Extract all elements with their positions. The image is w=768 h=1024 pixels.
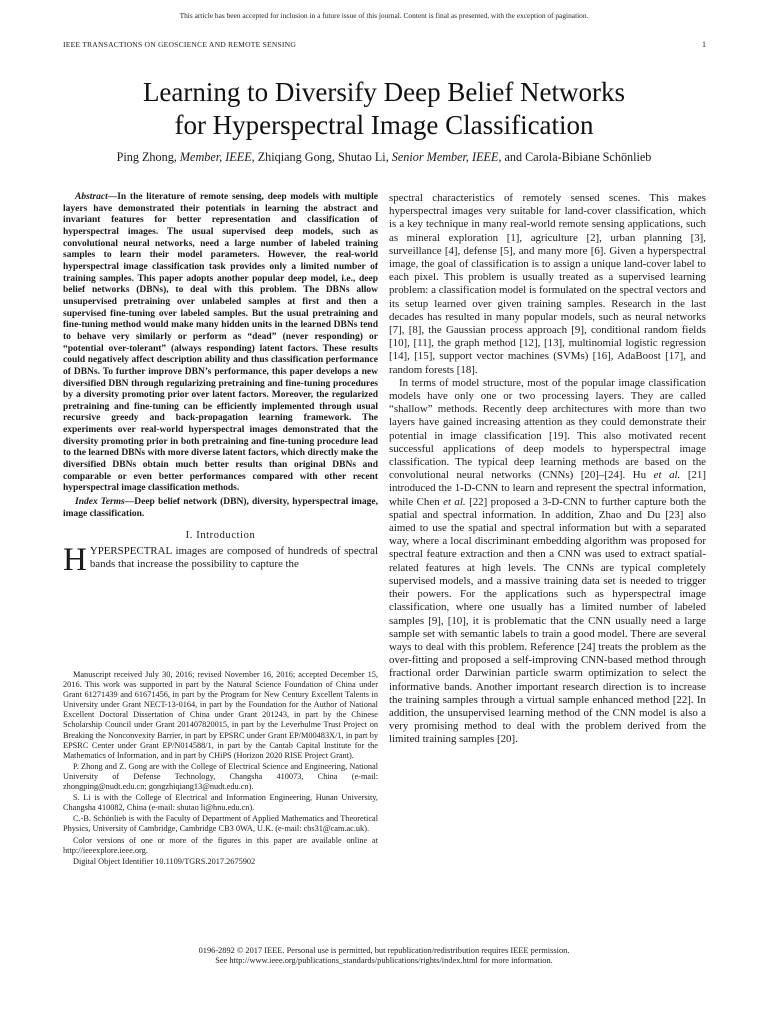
footnote-manuscript: Manuscript received July 30, 2016; revised November 16, 2016; accepted December 15, 2016. This work was supported in part by the Natural Science Foundation of China under Grant 61271439 and 61671456, in part by the Program for New Century Excellent Talents in University under Grant NECT-13-0164, in part by the Foundation for the Author of National Excellent Doctoral Dissertation of China under Grant 201243, in part by the Chinese Scholarship Council under Grant 201407820015, in part by the Leverhulme Trust Project on Breaking the Nonconvexity Barrier, in part by EPSRC under Grant EP/M00483X/1, in part by EPSRC Center under Grant EP/N014588/1, in part by the Cantab Capital Institute for the Mathematics of Information, and in part by CHiPS (Horizon 2020 RISE Project Grant). [63, 670, 378, 760]
copyright-notice [0, 946, 768, 967]
body-paragraph [389, 377, 706, 747]
abstract-text: In the literature of remote sensing, deep models with multiple layers have demonstrated their potentials in learning the abstract and invariant features for better representation and classification of hyperspectral images. The usual supervised deep models, such as convolutional neural networks, need a large number of labeled training samples to learn their model parameters. However, the real-world hyperspectral image classification task provides only a limited number of training samples. This paper adopts another popular deep model, i.e., deep belief networks (DBNs), to deal with this problem. The DBNs allow unsupervised pretraining over unlabeled samples at first and then a supervised fine-tuning over labeled samples. But the usual pretraining and fine-tuning method would make many hidden units in the learned DBNs tend to behave very similarly or perform as “dead” (never responding) or “potential over-tolerant” (always responding) latent factors. These results could negatively affect description ability and thus classification performance of DBNs. To further improve DBN’s performance, this paper develops a new diversified DBN through regularizing pretraining and fine-tuning procedures by a diversity promoting prior over latent factors. Moreover, the regularized pretraining and fine-tuning can be efficiently implemented through usual recursive greedy and back-propagation learning framework. The experiments over real-world hyperspectral images demonstrated that the diversity promoting prior in both pretraining and fine-tuning procedure lead to the learned DBNs with more diverse latent factors, which directly make the diversified DBNs obtain much better results than original DBNs and comparable or even better performances compared with other recent hyperspectral image classification methods. [63, 192, 378, 494]
body-paragraph: spectral characteristics of remotely sensed scenes. This makes hyperspectral images very suitable for land-cover classification, which is a key technique in many real-world remote sensing applications, such as mineral exploration [1], agriculture [2], urban planning [3], surveillance [4], defense [5], and many more [6]. Given a hyperspectral image, the goal of classification is to assign a unique land-cover label to each pixel. This problem is usually treated as a supervised learning problem: a classification model is formulated on the spectral vectors and its setup learned over given training samples. Research in the last decades has resulted in many popular models, such as neural networks [7], [8], the Gaussian process approach [9], conditional random fields [10], [11], the graph method [12], [13], multinomial logistic regression [14], [15], support vector machines (SVMs) [16], AdaBoost [17], and random forests [18]. [389, 192, 706, 376]
intro-first-word: YPERSPECTRAL [89, 544, 172, 557]
author-list [0, 150, 768, 165]
drop-cap: H [63, 541, 87, 578]
index-terms-text: Deep belief network (DBN), diversity, hyperspectral image, image classification. [63, 497, 378, 519]
copyright-link-line: See http://www.ieee.org/publications_standards/publications/rights/index.html for more information. [215, 956, 553, 966]
page-number: 1 [702, 40, 706, 49]
et-al: et al. [443, 495, 466, 508]
body-text: [22] proposed a 3-D-CNN to further capture both the spatial and spectral information. In addition, Zhao and Du [23] also aimed to use the spatial and spectral information but with a separated way, where a local discriminant embedding algorithm was proposed for spectral feature extraction and then a CNN was used to extract spatial-related features at high levels. The CNNs are typical completely supervised models, and a massive training data set is needed to trigger their powers. For the applications such as hyperspectral image classification, where one usually has a limited number of labeled samples [9], [10], it is problematic that the CNN usually need a large sample set with semantic labels to train a good model. There are several ways to deal with this problem. Reference [24] treats the problem as the over-fitting and proposed a self-improving CNN-based method through fractional order Darwinian particle swarm optimization to select the informative bands. Another important research direction is to increase the training samples through a virtual sample enhanced method [22]. In addition, the unsupervised learning method of the CNN model is also a very promising method to deal with the problem derived from the limited training samples [20]. [389, 495, 706, 746]
body-text: [21] introduced the 1-D-CNN to learn and represent the spectral information, while Chen [389, 469, 706, 508]
footnote-affiliation: C.-B. Schönlieb is with the Faculty of Department of Applied Mathematics and Theoretical Physics, University of Cambridge, Cambridge CB3 0WA, U.K. (e-mail: cbs31@cam.ac.uk). [63, 814, 378, 834]
copyright-line: 0196-2892 © 2017 IEEE. Personal use is permitted, but republication/redistribution requires IEEE permission. [198, 946, 570, 955]
footnote-affiliation: P. Zhong and Z. Gong are with the College of Electrical Science and Engineering, National University of Defense Technology, Changsha 410073, China (e-mail: zhongping@nudt.edu.cn; gongzhiqiang13@nudt.edu.cn). [63, 761, 378, 792]
footnotes [63, 670, 378, 868]
title-line-1: Learning to Diversify Deep Belief Networks [142, 77, 626, 107]
index-terms-label: Index Terms— [75, 497, 135, 508]
abstract-label: Abstract— [75, 192, 118, 202]
body-text: In terms of model structure, most of the popular image classification models have only one or two processing layers. They are called “shallow” methods. Recently deep architectures with more than two layers have gained increasing attention as they could demonstrate their potential in image classification [19]. This also motivated recent successful applications of deep models to hyperspectral image classification. The typical deep learning methods are based on the convolutional neural networks (CNNs) [20]–[24]. Hu [389, 376, 706, 482]
journal-running-head: IEEE TRANSACTIONS ON GEOSCIENCE AND REMOTE SENSING [63, 40, 297, 49]
left-column [63, 192, 378, 578]
footnote-doi: Digital Object Identifier 10.1109/TGRS.2017.2675902 [73, 856, 256, 866]
author-name: , Zhiqiang Gong, Shutao Li, [251, 150, 392, 164]
author-name: , and Carola-Bibiane Schönlieb [498, 150, 652, 164]
section-heading-introduction: I. Introduction [185, 530, 256, 542]
footnote-color-versions: Color versions of one or more of the figures in this paper are available online at http://ieeexplore.ieee.org. [63, 835, 378, 855]
index-terms [63, 497, 378, 520]
title-line-2: for Hyperspectral Image Classification [174, 110, 594, 140]
et-al: et al. [653, 469, 681, 482]
acceptance-notice: This article has been accepted for inclusion in a future issue of this journal. Content is final as presented, with the exception of pagination. [179, 11, 589, 20]
intro-text: images are composed of hundreds of spectral bands that increase the possibility to capture the [89, 544, 378, 570]
author-membership: Member, IEEE [179, 150, 252, 164]
author-membership: Senior Member, IEEE [391, 150, 499, 164]
footnote-affiliation: S. Li is with the College of Electrical and Information Engineering, Hunan University, Changsha 410082, China (e-mail: shutao li@hnu.edu.cn). [63, 793, 378, 813]
author-name: Ping Zhong, [116, 150, 180, 164]
right-column [389, 192, 706, 747]
introduction-paragraph [63, 541, 378, 578]
abstract [63, 192, 378, 495]
paper-title [0, 76, 768, 142]
